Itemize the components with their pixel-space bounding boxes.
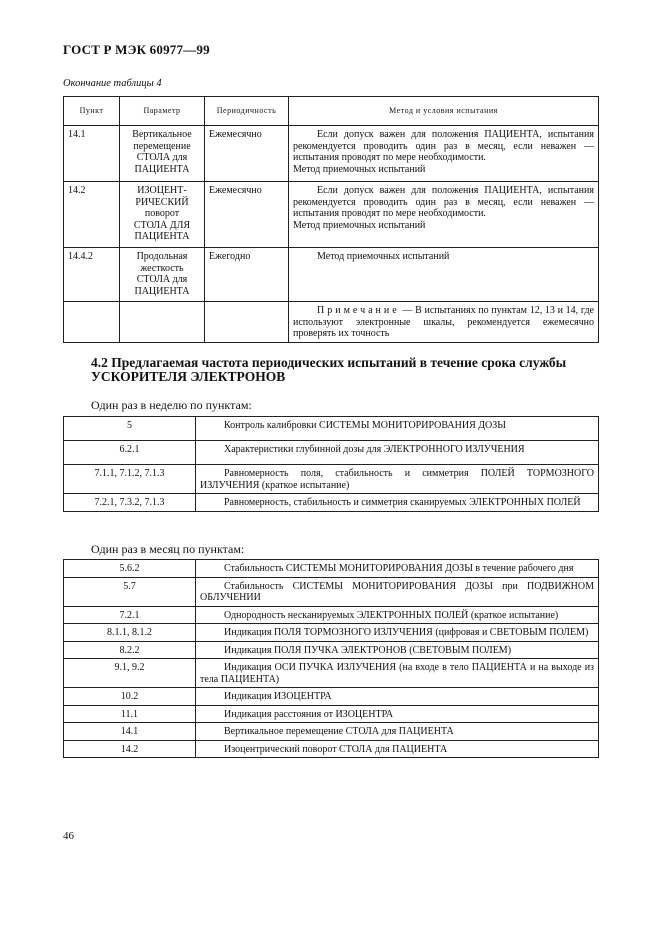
cell-parameter [120, 248, 205, 302]
param-line: Продольная [136, 251, 188, 262]
table-row [64, 705, 599, 723]
note-text: — В испытаниях по пунктам 12, 13 и 14, где используют электронные шкалы, рекомендуется ежемесячно проверять их точность [293, 305, 594, 339]
table-row [64, 182, 599, 248]
cell-description: Индикация ИЗОЦЕНТРА [196, 688, 599, 706]
cell-item: 14.4.2 [64, 248, 120, 302]
cell-item: 5 [64, 417, 196, 441]
param-line: СТОЛА для [136, 152, 188, 163]
table-row [64, 126, 599, 182]
cell-item: 5.7 [64, 577, 196, 606]
cell-method [289, 126, 599, 182]
method-text: Метод приемочных испытаний [317, 251, 450, 262]
cell-empty [205, 302, 289, 343]
param-line: ПАЦИЕНТА [134, 285, 190, 297]
param-line: перемещение [133, 140, 191, 152]
param-line: ПАЦИЕНТА [134, 163, 190, 175]
monthly-table [63, 559, 599, 758]
method-text: Если допуск важен для положения ПАЦИЕНТА, испытания рекомендуется проводить один раз в месяц, если неважен — испытания проводят по мере необходимости. [293, 129, 594, 163]
table-row [64, 494, 599, 512]
cell-description: Индикация ПОЛЯ ПУЧКА ЭЛЕКТРОНОВ (СВЕТОВЫМ ПОЛЕМ) [196, 641, 599, 659]
cell-description: Стабильность СИСТЕМЫ МОНИТОРИРОВАНИЯ ДОЗЫ при ПОДВИЖНОМ ОБЛУЧЕНИИ [196, 577, 599, 606]
cell-item: 10.2 [64, 688, 196, 706]
page-number: 46 [63, 830, 74, 842]
cell-item: 8.2.2 [64, 641, 196, 659]
cell-parameter [120, 182, 205, 248]
table-row [64, 248, 599, 302]
cell-description: Равномерность, стабильность и симметрия сканируемых ЭЛЕКТРОННЫХ ПОЛЕЙ [196, 494, 599, 512]
param-line: ИЗОЦЕНТ- [137, 185, 187, 196]
param-line: Вертикальное [132, 129, 192, 140]
cell-item: 14.1 [64, 723, 196, 741]
cell-description: Стабильность СИСТЕМЫ МОНИТОРИРОВАНИЯ ДОЗЫ в течение рабочего дня [196, 560, 599, 578]
table-row [64, 624, 599, 642]
note-label: Примечание [317, 305, 400, 316]
cell-item: 6.2.1 [64, 441, 196, 465]
cell-item: 7.1.1, 7.1.2, 7.1.3 [64, 465, 196, 494]
cell-description: Контроль калибровки СИСТЕМЫ МОНИТОРИРОВАНИЯ ДОЗЫ [196, 417, 599, 441]
table-header-row [64, 97, 599, 126]
cell-item: 5.6.2 [64, 560, 196, 578]
table-row [64, 560, 599, 578]
cell-item: 14.2 [64, 740, 196, 758]
section-title: 4.2 Предлагаемая частота периодических испытаний в течение срока службы УСКОРИТЕЛЯ ЭЛЕКТРОНОВ [91, 355, 567, 384]
weekly-intro: Один раз в неделю по пунктам: [91, 398, 252, 412]
cell-description: Характеристики глубинной дозы для ЭЛЕКТРОННОГО ИЗЛУЧЕНИЯ [196, 441, 599, 465]
cell-item: 9.1, 9.2 [64, 659, 196, 688]
cell-periodicity: Ежемесячно [205, 182, 289, 248]
cell-item: 7.2.1 [64, 606, 196, 624]
param-line: СТОЛА ДЛЯ [133, 219, 191, 231]
table-note [289, 302, 599, 343]
cell-description: Индикация ПОЛЯ ТОРМОЗНОГО ИЗЛУЧЕНИЯ (цифровая и СВЕТОВЫМ ПОЛЕМ) [196, 624, 599, 642]
table-row [64, 723, 599, 741]
table-row [64, 688, 599, 706]
column-header-periodicity: Периодичность [205, 97, 289, 126]
cell-item: 14.2 [64, 182, 120, 248]
table-note-row [64, 302, 599, 343]
table-row [64, 740, 599, 758]
column-header-parameter: Параметр [120, 97, 205, 126]
table-caption: Окончание таблицы 4 [63, 78, 162, 89]
param-line: СТОЛА для [136, 274, 188, 285]
cell-method [289, 182, 599, 248]
cell-item: 14.1 [64, 126, 120, 182]
cell-description: Вертикальное перемещение СТОЛА для ПАЦИЕНТА [196, 723, 599, 741]
cell-item: 8.1.1, 8.1.2 [64, 624, 196, 642]
cell-item: 11.1 [64, 705, 196, 723]
method-text: Метод приемочных испытаний [293, 219, 426, 231]
table-row [64, 441, 599, 465]
param-line: жесткость [140, 262, 184, 274]
cell-description: Однородность несканируемых ЭЛЕКТРОННЫХ ПОЛЕЙ (краткое испытание) [196, 606, 599, 624]
cell-method [289, 248, 599, 302]
weekly-table [63, 416, 599, 512]
cell-empty [120, 302, 205, 343]
cell-parameter [120, 126, 205, 182]
monthly-intro: Один раз в месяц по пунктам: [91, 542, 245, 556]
table-row [64, 641, 599, 659]
cell-periodicity: Ежемесячно [205, 126, 289, 182]
cell-description: Равномерность поля, стабильность и симметрия ПОЛЕЙ ТОРМОЗНОГО ИЗЛУЧЕНИЯ (краткое испытание) [196, 465, 599, 494]
param-line: ПАЦИЕНТА [134, 231, 190, 242]
cell-description: Индикация ОСИ ПУЧКА ИЗЛУЧЕНИЯ (на входе в тело ПАЦИЕНТА и на выходе из тела ПАЦИЕНТА) [196, 659, 599, 688]
cell-periodicity: Ежегодно [205, 248, 289, 302]
table-row [64, 577, 599, 606]
column-header-method: Метод и условия испытания [289, 97, 599, 126]
column-header-item: Пункт [64, 97, 120, 126]
method-text: Метод приемочных испытаний [293, 163, 426, 175]
table-row [64, 659, 599, 688]
param-line: РИЧЕСКИЙ [135, 196, 189, 208]
cell-description: Изоцентрический поворот СТОЛА для ПАЦИЕНТА [196, 740, 599, 758]
param-line: поворот [144, 208, 180, 219]
document-header: ГОСТ Р МЭК 60977—99 [63, 42, 210, 57]
table-row [64, 465, 599, 494]
method-text: Если допуск важен для положения ПАЦИЕНТА, испытания рекомендуется проводить один раз в месяц, если неважен — испытания проводят по мере необходимости. [293, 185, 594, 219]
table-row [64, 606, 599, 624]
cell-item: 7.2.1, 7.3.2, 7.1.3 [64, 494, 196, 512]
table-row [64, 417, 599, 441]
cell-empty [64, 302, 120, 343]
cell-description: Индикация расстояния от ИЗОЦЕНТРА [196, 705, 599, 723]
table-4-continuation [63, 96, 599, 343]
